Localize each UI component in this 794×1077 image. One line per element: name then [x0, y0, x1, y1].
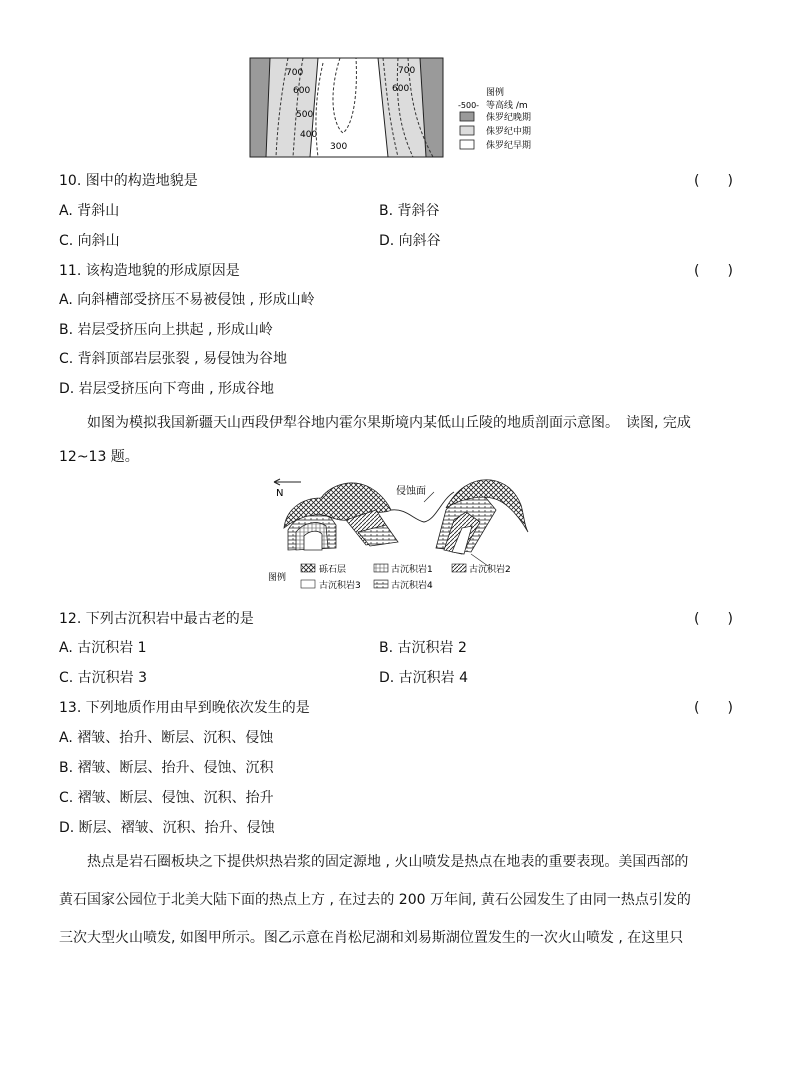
contour-label: 400: [300, 130, 318, 140]
option-d: D. 向斜谷: [379, 233, 441, 249]
para3-line-3: 三次大型火山喷发, 如图甲所示。图乙示意在肖松尼湖和刘易斯湖位置发生的一次火山喷发 , 在这里只: [59, 930, 684, 946]
option-d: D. 断层、褶皱、沉积、抬升、侵蚀: [59, 820, 275, 836]
legend-item: 古沉积岩3: [319, 581, 361, 591]
option-b: B. 岩层受挤压向上拱起 , 形成山岭: [59, 322, 273, 338]
contour-label: 600: [392, 84, 410, 94]
option-a: A. 向斜槽部受挤压不易被侵蚀 , 形成山岭: [59, 292, 315, 308]
legend-contour-label: 等高线 /m: [486, 101, 528, 111]
legend-item: 古沉积岩1: [391, 565, 433, 575]
legend-contour-sample: -500-: [458, 101, 480, 110]
contour-label: 600: [293, 86, 311, 96]
legend-title: 图例: [486, 88, 505, 98]
erosion-surface-label: 侵蚀面: [396, 486, 426, 497]
question-13-stem: 13. 下列地质作用由早到晚依次发生的是: [59, 700, 310, 716]
option-d: D. 古沉积岩 4: [379, 670, 469, 686]
legend-item: 古沉积岩4: [391, 581, 433, 591]
intro-line-1: 如图为模拟我国新疆天山西段伊犁谷地内霍尔果斯境内某低山丘陵的地质剖面示意图。 读图, 完成: [87, 415, 691, 431]
option-c: C. 古沉积岩 3: [59, 670, 148, 686]
answer-paren: ( ): [694, 263, 733, 279]
legend-item: 侏罗纪中期: [486, 127, 532, 137]
contour-label: 700: [286, 68, 304, 78]
option-a: A. 褶皱、抬升、断层、沉积、侵蚀: [59, 730, 274, 746]
contour-label: 700: [398, 66, 416, 76]
answer-paren: ( ): [694, 611, 733, 627]
option-c: C. 褶皱、断层、侵蚀、沉积、抬升: [59, 790, 274, 806]
option-c: C. 向斜山: [59, 233, 120, 249]
geologic-cross-section: [266, 470, 536, 595]
geologic-contour-map: [248, 55, 548, 160]
legend-item: 侏罗纪晚期: [486, 113, 532, 123]
legend-item: 砾石层: [319, 565, 347, 575]
option-d: D. 岩层受挤压向下弯曲 , 形成谷地: [59, 381, 275, 397]
answer-paren: ( ): [694, 173, 733, 189]
option-a: A. 古沉积岩 1: [59, 640, 147, 656]
option-a: A. 背斜山: [59, 203, 120, 219]
contour-label: 500: [296, 110, 314, 120]
answer-paren: ( ): [694, 700, 733, 716]
question-10-stem: 10. 图中的构造地貌是: [59, 173, 198, 189]
option-b: B. 背斜谷: [379, 203, 440, 219]
option-c: C. 背斜顶部岩层张裂 , 易侵蚀为谷地: [59, 351, 288, 367]
para3-line-2: 黄石国家公园位于北美大陆下面的热点上方 , 在过去的 200 万年间, 黄石公园发生了由同一热点引发的: [59, 892, 691, 908]
contour-label: 300: [330, 142, 348, 152]
para3-line-1: 热点是岩石圈板块之下提供炽热岩浆的固定源地 , 火山喷发是热点在地表的重要表现。美国西部的: [87, 854, 689, 870]
legend-item: 侏罗纪早期: [486, 141, 532, 151]
option-b: B. 褶皱、断层、抬升、侵蚀、沉积: [59, 760, 274, 776]
intro-line-2: 12~13 题。: [59, 449, 139, 465]
north-label: N: [276, 488, 284, 499]
option-b: B. 古沉积岩 2: [379, 640, 467, 656]
question-12-stem: 12. 下列古沉积岩中最古老的是: [59, 611, 254, 627]
legend-item: 古沉积岩2: [469, 565, 511, 575]
legend-title: 图例: [268, 573, 287, 583]
question-11-stem: 11. 该构造地貌的形成原因是: [59, 263, 240, 279]
